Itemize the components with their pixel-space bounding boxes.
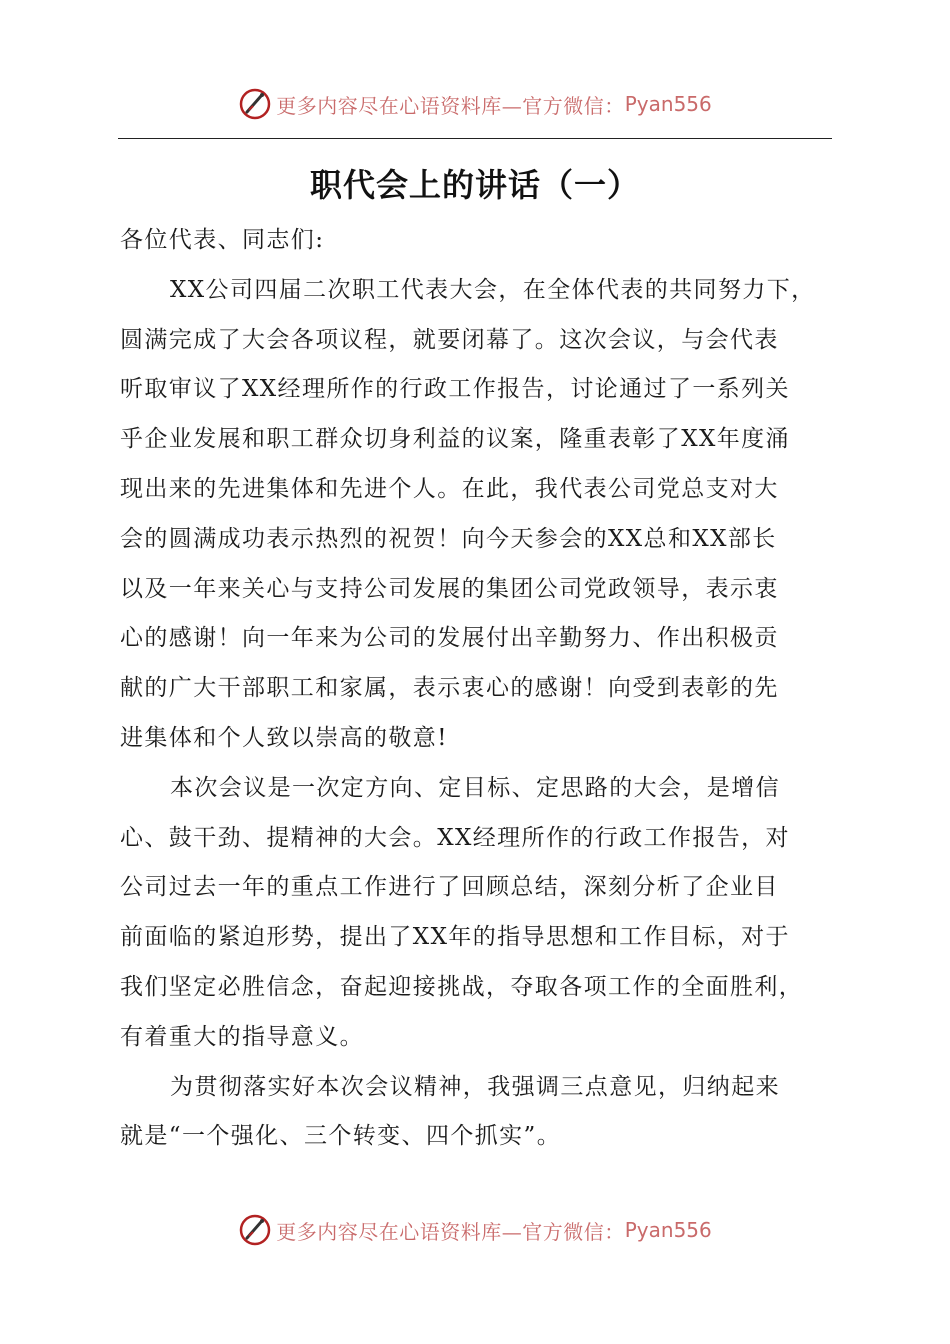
document-line: 听取审议了XX经理所作的行政工作报告，讨论通过了一系列关 <box>120 376 790 403</box>
footer-banner <box>0 1210 950 1250</box>
pen-logo-icon <box>238 1213 272 1247</box>
document-line: 进集体和个人致以崇高的敬意! <box>120 724 448 751</box>
document-line: 各位代表、同志们: <box>120 227 325 253</box>
document-body <box>120 216 832 1162</box>
document-line: 有着重大的指导意义。 <box>120 1023 364 1050</box>
header-divider <box>118 138 832 139</box>
document-line: XX公司四届二次职工代表大会，在全体代表的共同努力下， <box>170 276 816 303</box>
banner-text: 更多内容尽在心语资料库—官方微信： <box>276 93 625 118</box>
document-line: 献的广大干部职工和家属，表示衷心的感谢！向受到表彰的先 <box>120 675 779 702</box>
header-banner <box>0 84 950 124</box>
document-line: 会的圆满成功表示热烈的祝贺！向今天参会的XX总和XX部长 <box>120 525 777 552</box>
document-line: 就是“一个强化、三个转变、四个抓实”。 <box>120 1123 562 1150</box>
document-line: 我们坚定必胜信念，奋起迎接挑战，夺取各项工作的全面胜利， <box>120 973 804 1000</box>
document-line: 圆满完成了大会各项议程，就要闭幕了。这次会议，与会代表 <box>120 326 779 353</box>
banner-wechat-id: Pyan556 <box>624 92 712 116</box>
document-title: 职代会上的讲话（一） <box>309 166 640 204</box>
document-line: 前面临的紧迫形势，提出了XX年的指导思想和工作目标，对于 <box>120 924 790 951</box>
document-line: 为贯彻落实好本次会议精神，我强调三点意见，归纳起来 <box>170 1073 780 1100</box>
document-line: 以及一年来关心与支持公司发展的集团公司党政领导，表示衷 <box>120 575 779 602</box>
document-line: 本次会议是一次定方向、定目标、定思路的大会，是增信 <box>170 774 780 801</box>
document-line: 乎企业发展和职工群众切身利益的议案，隆重表彰了XX年度涌 <box>120 426 790 453</box>
document-line: 心、鼓干劲、提精神的大会。XX经理所作的行政工作报告，对 <box>120 824 790 851</box>
banner-text: 更多内容尽在心语资料库—官方微信： <box>276 1219 625 1244</box>
pen-logo-icon <box>238 87 272 121</box>
document-line: 公司过去一年的重点工作进行了回顾总结，深刻分析了企业目 <box>120 874 779 901</box>
banner-wechat-id: Pyan556 <box>624 1218 712 1242</box>
document-line: 心的感谢！向一年来为公司的发展付出辛勤努力、作出积极贡 <box>120 625 779 652</box>
document-line: 现出来的先进集体和先进个人。在此，我代表公司党总支对大 <box>120 475 779 502</box>
